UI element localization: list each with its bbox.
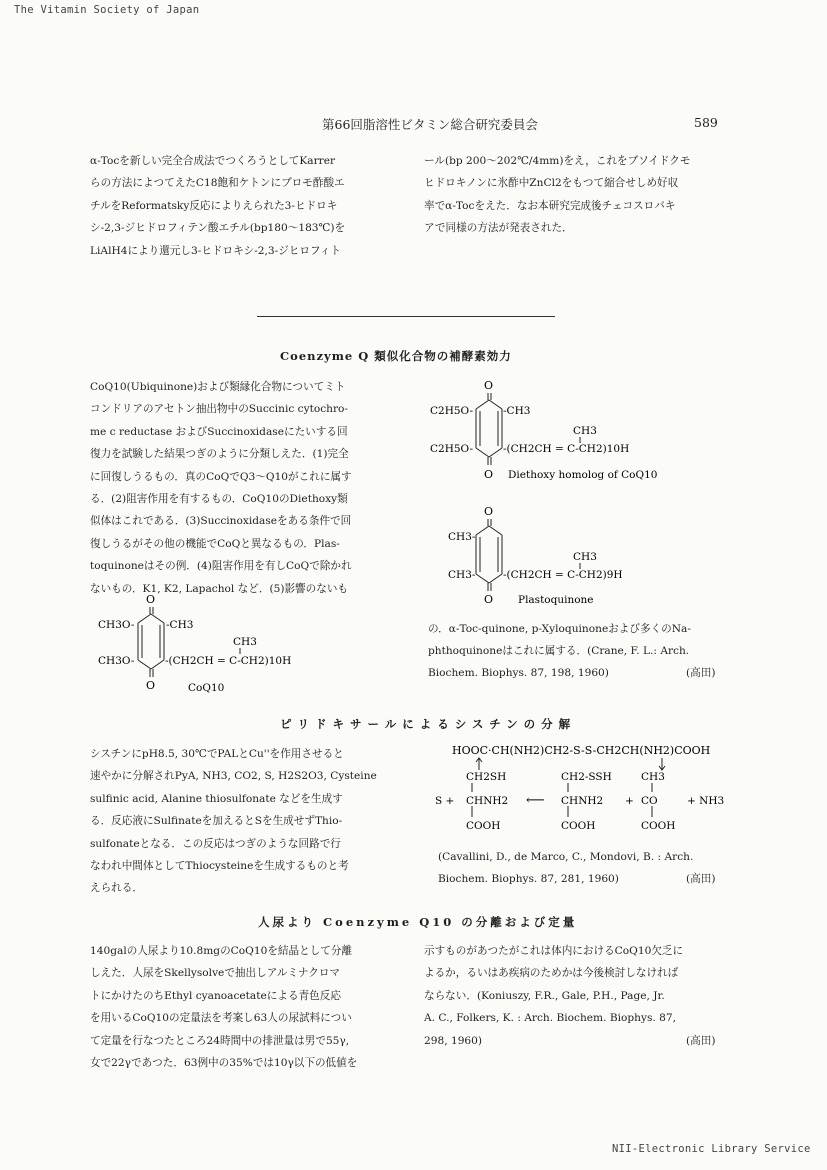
scheme-label: CH2-SSH — [561, 771, 612, 783]
text-line: 速やかに分解されPyA, NH3, CO2, S, H2S2O3, Cysteine — [90, 770, 377, 783]
text-line: CoQ10(Ubiquinone)および類縁化合物についてミト — [90, 381, 346, 393]
substituent-label: CH3- — [448, 569, 476, 581]
substituent-label: CH3O- — [98, 655, 135, 667]
text-line: Biochem. Biophys. 87, 281, 1960) — [438, 873, 619, 885]
branch-label: CH3 — [233, 636, 257, 648]
substituent-label: C2H5O- — [430, 443, 474, 455]
text-line: る．(2)阻害作用を有するもの．CoQ10のDiethoxy類 — [90, 492, 348, 505]
text-line: 女で22γであつた．63例中の35%では10γ以下の低値を — [90, 1056, 358, 1069]
substituent-label: -CH3 — [166, 619, 194, 631]
author-signature: (高田) — [686, 873, 716, 885]
text-line: アで同様の方法が発表された． — [424, 222, 573, 235]
carbonyl-label: O — [146, 593, 156, 606]
scheme-label: + — [625, 795, 634, 807]
text-line: A. C., Folkers, K. : Arch. Biochem. Biophys. 87, — [424, 1012, 676, 1025]
section-title: Coenzyme Q 類似化合物の補酵素効力 — [280, 349, 512, 363]
chain-label: -(CH2CH = C-CH2)10H — [165, 655, 292, 667]
chain-label: -(CH2CH = C-CH2)9H — [503, 569, 623, 581]
chain-label: -(CH2CH = C-CH2)10H — [503, 443, 630, 455]
scheme-label: CH3 — [641, 771, 665, 783]
structure-caption: Plastoquinone — [518, 594, 594, 606]
section1-right-paragraph — [428, 618, 691, 684]
text-line: ヒドロキノンに氷酢中ZnCl2をもつて縮合せしめ好収 — [424, 177, 679, 190]
text-line: 似体はこれである．(3)Succinoxidaseをある条件で回 — [90, 515, 352, 528]
scheme-label: COOH — [466, 820, 501, 832]
text-line: me c reductase およびSuccinoxidaseにたいする回 — [90, 425, 348, 438]
scheme-label: + NH3 — [687, 795, 725, 807]
text-line: 示すものがあつたがこれは体内におけるCoQ10欠乏に — [424, 945, 684, 957]
scheme-label: COOH — [641, 820, 676, 832]
cystine-decomposition-scheme — [430, 740, 760, 840]
text-line: (Cavallini, D., de Marco, C., Mondovi, B. : Arch. — [438, 851, 694, 863]
section2-left-paragraph — [90, 743, 377, 900]
text-line: らの方法によつてえたC18飽和ケトンにブロモ酢酸エ — [90, 177, 345, 190]
text-line: チルをReformatsky反応によりえられた3-ヒドロキ — [90, 199, 338, 212]
branch-label: CH3 — [573, 551, 597, 563]
scheme-label: COOH — [561, 820, 596, 832]
text-line: ならない．(Koniuszy, F.R., Gale, P.H., Page, Jr. — [424, 989, 665, 1002]
top-left-paragraph — [90, 150, 345, 262]
carbonyl-label: O — [484, 505, 494, 518]
scheme-label: S + — [435, 795, 455, 807]
substituent-label: -CH3 — [503, 405, 531, 417]
scheme-label: CO — [641, 795, 658, 807]
text-line: る．反応液にSulfinateを加えるとSを生成せずThio- — [90, 815, 343, 828]
text-line: ないもの．K1, K2, Lapachol など．(5)影響のないも — [90, 582, 349, 595]
text-line: Biochem. Biophys. 87, 198, 1960) — [428, 667, 609, 679]
section1-left-paragraph — [90, 376, 352, 600]
substituent-label: CH3O- — [98, 619, 135, 631]
plastoquinone-structure — [446, 502, 706, 607]
text-line: シスチンにpH8.5, 30℃でPALとCu''を作用させると — [90, 748, 344, 760]
section3-right-paragraph — [424, 940, 683, 1052]
footer-service: NII-Electronic Library Service — [612, 1143, 811, 1155]
scheme-label: CH2SH — [466, 771, 507, 783]
publisher-watermark: The Vitamin Society of Japan — [14, 4, 200, 16]
substituent-label: CH3- — [448, 531, 476, 543]
text-line: LiAlH4により還元し3-ヒドロキシ-2,3-ジヒロフィト — [90, 244, 341, 257]
text-line: なわれ中間体としてThiocysteineを生成するものと考 — [90, 859, 349, 872]
text-line: トにかけたのちEthyl cyanoacetateによる青色反応 — [90, 989, 341, 1002]
text-line: を用いるCoQ10の定量法を考案し63人の尿試料につい — [90, 1012, 352, 1025]
text-line: の．α-Toc-quinone, p-Xyloquinoneおよび多くのNa- — [428, 623, 691, 635]
diethoxy-homolog-structure — [428, 376, 728, 486]
text-line: ール(bp 200～202℃/4mm)をえ，これをブソイドクモ — [424, 155, 691, 167]
author-signature: (高田) — [686, 667, 716, 679]
text-line: α-Tocを新しい完全合成法でつくろうとしてKarrer — [90, 155, 336, 167]
scheme-top-label: HOOC·CH(NH2)CH2-S-S-CH2CH(NH2)COOH — [452, 744, 711, 757]
carbonyl-label: O — [484, 468, 494, 481]
text-line: に回復しうるもの．真のCoQでQ3～Q10がこれに属す — [90, 470, 352, 483]
text-line: えられる． — [90, 882, 143, 895]
text-line: 140galの人尿より10.8mgのCoQ10を結晶として分離 — [90, 945, 353, 957]
carbonyl-label: O — [146, 679, 156, 692]
scheme-label: CHNH2 — [561, 795, 604, 807]
text-line: sulfinic acid, Alanine thiosulfonate などを生成す — [90, 792, 343, 805]
text-line: コンドリアのアセトン抽出物中のSuccinic cytochro- — [90, 403, 348, 416]
journal-title: 第66回脂溶性ビタミン総合研究委員会 — [322, 117, 538, 132]
text-line: toquinoneはその例．(4)阻害作用を有しCoQで除かれ — [90, 560, 352, 573]
scheme-label: CHNH2 — [466, 795, 509, 807]
scheme-arrows — [472, 758, 665, 817]
text-line: て定量を行なつたところ24時間中の排泄量は男で55γ, — [90, 1034, 350, 1047]
section2-citation — [438, 846, 693, 890]
text-line: シ-2,3-ジヒドロフィテン酸エチル(bp180～183℃)を — [90, 222, 346, 235]
text-line: 復力を試験した結果つぎのように分類しえた．(1)完全 — [90, 448, 349, 461]
section3-left-paragraph — [90, 940, 357, 1074]
structure-caption: CoQ10 — [188, 682, 225, 694]
text-line: 率でα-Tocをえた．なお本研究完成後チェコスロバキ — [424, 199, 676, 212]
text-line: sulfonateとなる．この反応はつぎのような回路で行 — [90, 837, 341, 850]
carbonyl-label: O — [484, 379, 494, 392]
section-title: ピリドキサールによるシスチンの分解 — [280, 717, 577, 731]
section-divider — [257, 316, 555, 317]
text-line: よるか，るいはあ疾病のためかは今後検討しなければ — [424, 967, 679, 980]
reaction-arrow: ⟵ — [526, 793, 545, 808]
text-line: しえた．人尿をSkellysolveで抽出しアルミナクロマ — [90, 967, 341, 980]
text-line: 298, 1960) — [424, 1034, 483, 1047]
carbonyl-label: O — [484, 593, 494, 606]
structure-caption: Diethoxy homolog of CoQ10 — [508, 469, 658, 481]
top-right-paragraph — [424, 150, 690, 240]
section-title: 人尿より Coenzyme Q10 の分離および定量 — [258, 915, 578, 929]
coq10-structure — [96, 590, 356, 698]
page-number: 589 — [694, 115, 718, 130]
text-line: phthoquinoneはこれに属する．(Crane, F. L.: Arch. — [428, 645, 690, 657]
substituent-label: C2H5O- — [430, 405, 474, 417]
text-line: 復しうるがその他の機能でCoQと異なるもの．Plas- — [90, 537, 340, 550]
branch-label: CH3 — [573, 425, 597, 437]
author-signature: (高田) — [686, 1034, 716, 1047]
